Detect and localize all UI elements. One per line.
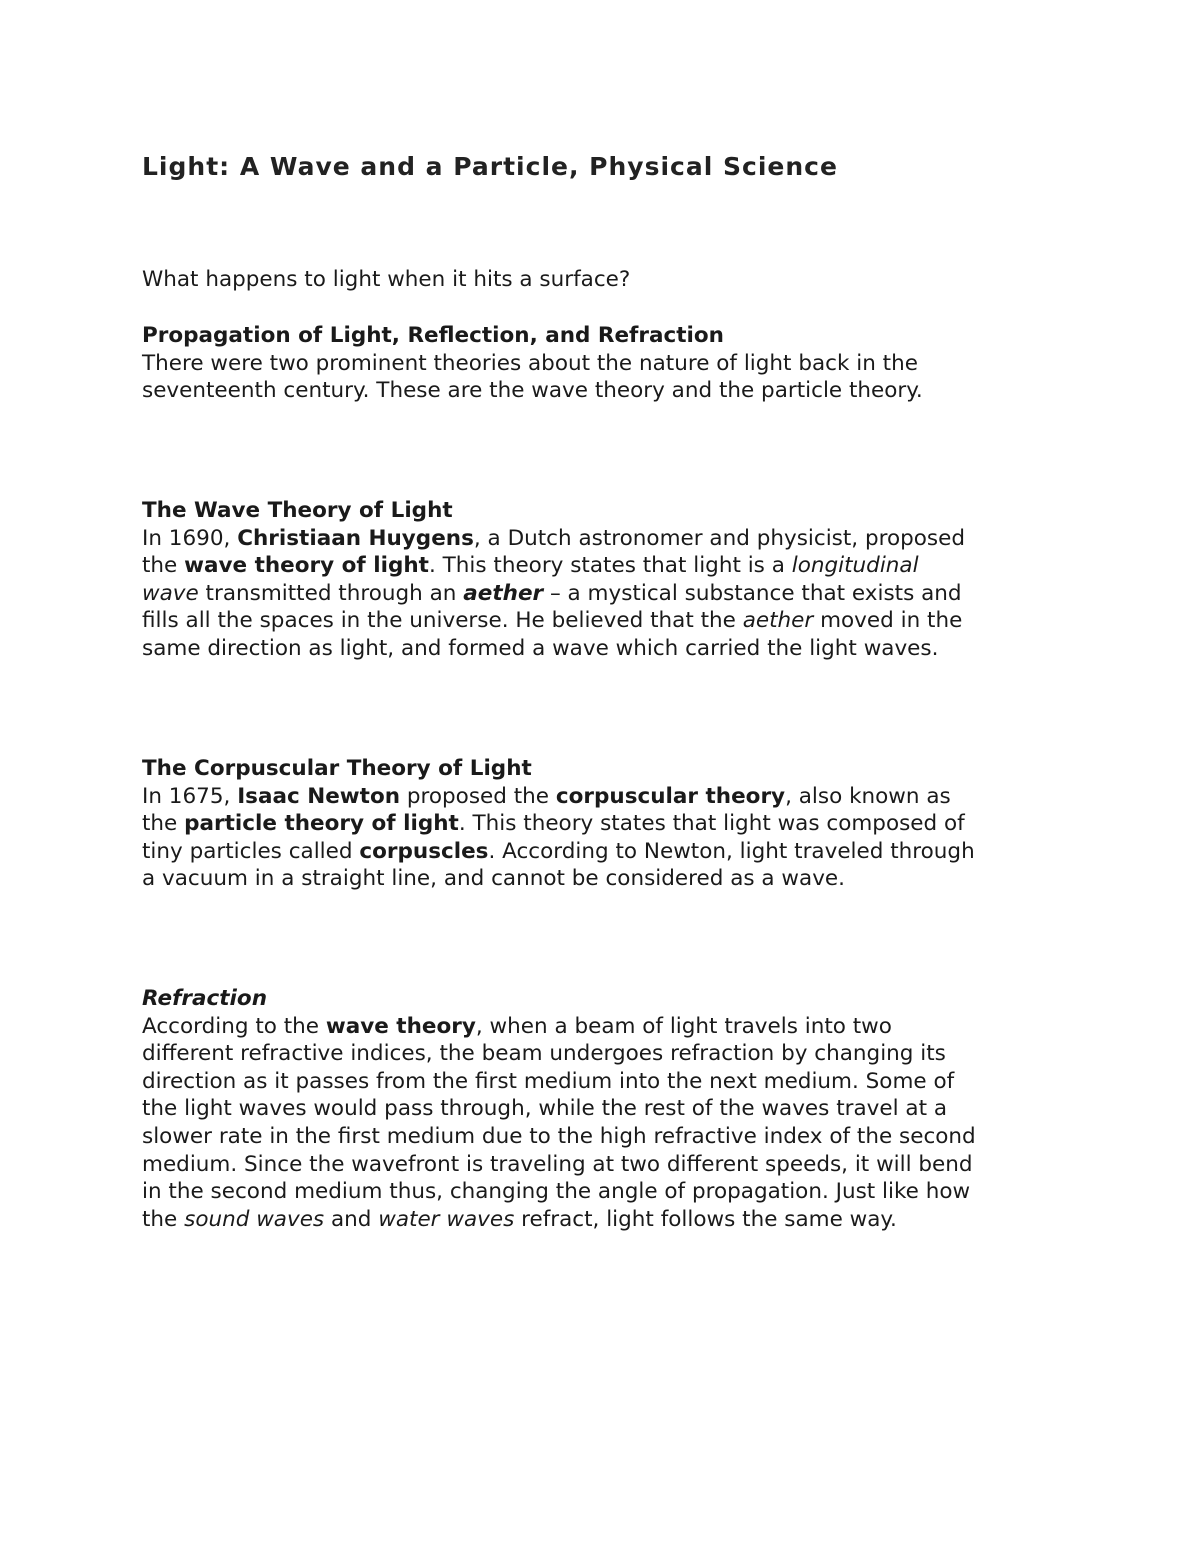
text-line: According to the wave theory, when a beam of light travels into two xyxy=(142,1013,892,1039)
text-line: fills all the spaces in the universe. He believed that the aether moved in the xyxy=(142,608,963,634)
emphasis-text: aether xyxy=(742,608,814,634)
section-corpuscular-theory xyxy=(142,755,1082,893)
bold-text: Christiaan Huygens xyxy=(237,525,474,551)
text-line: slower rate in the first medium due to the high refractive index of the second xyxy=(142,1123,976,1149)
bold-text: particle theory of light xyxy=(184,811,459,837)
emphasis-text: longitudinal xyxy=(791,553,919,579)
text-line: same direction as light, and formed a wave which carried the light waves. xyxy=(142,635,939,661)
text-line: the light waves would pass through, while the rest of the waves travel at a xyxy=(142,1096,948,1122)
text-line: In 1690, Christiaan Huygens, a Dutch astronomer and physicist, proposed xyxy=(142,525,966,551)
section-propagation xyxy=(142,322,1082,405)
section-heading-refraction: Refraction xyxy=(142,986,268,1011)
text-line: in the second medium thus, changing the angle of propagation. Just like how xyxy=(142,1179,971,1205)
document-title: Light: A Wave and a Particle, Physical Science xyxy=(142,152,838,181)
bold-text: corpuscular theory xyxy=(555,783,786,809)
text-line: the wave theory of light. This theory states that light is a longitudinal xyxy=(142,553,919,579)
text-line: the sound waves and water waves refract, light follows the same way. xyxy=(142,1206,897,1232)
text-line: direction as it passes from the first medium into the next medium. Some of xyxy=(142,1068,955,1094)
bold-text: wave theory of light xyxy=(184,553,429,579)
section-body-refraction xyxy=(142,1013,1082,1234)
intro-question: What happens to light when it hits a surface? xyxy=(142,267,631,292)
section-body-wave-theory xyxy=(142,525,1082,663)
section-wave-theory xyxy=(142,497,1082,663)
bold-text xyxy=(463,581,543,606)
bold-text: Isaac Newton xyxy=(237,783,401,809)
emphasis-text: wave xyxy=(142,580,199,606)
section-body-corpuscular-theory xyxy=(142,783,1082,893)
text-line: wave transmitted through an aether – a mystical substance that exists and xyxy=(142,580,962,606)
text-line: different refractive indices, the beam undergoes refraction by changing its xyxy=(142,1041,946,1067)
text-line: In 1675, Isaac Newton proposed the corpuscular theory, also known as xyxy=(142,783,951,809)
section-body-propagation xyxy=(142,350,1082,405)
text-line: There were two prominent theories about the nature of light back in the xyxy=(142,350,918,376)
emphasis-text: sound waves xyxy=(184,1206,325,1232)
text-line: a vacuum in a straight line, and cannot be considered as a wave. xyxy=(142,866,845,892)
section-heading-corpuscular-theory: The Corpuscular Theory of Light xyxy=(142,756,532,781)
section-heading-wave-theory: The Wave Theory of Light xyxy=(142,498,453,523)
text-line: medium. Since the wavefront is traveling at two different speeds, it will bend xyxy=(142,1151,973,1177)
section-heading-propagation: Propagation of Light, Reflection, and Refraction xyxy=(142,323,724,348)
section-refraction xyxy=(142,985,1082,1233)
text-line: tiny particles called corpuscles. According to Newton, light traveled through xyxy=(142,838,975,864)
bold-text: wave theory xyxy=(325,1013,476,1039)
bold-text: corpuscles xyxy=(359,838,489,864)
text-line: seventeenth century. These are the wave theory and the particle theory. xyxy=(142,378,923,404)
emphasis-text: aether xyxy=(463,580,544,606)
text-line: the particle theory of light. This theory states that light was composed of xyxy=(142,811,965,837)
emphasis-text: water waves xyxy=(378,1206,515,1232)
